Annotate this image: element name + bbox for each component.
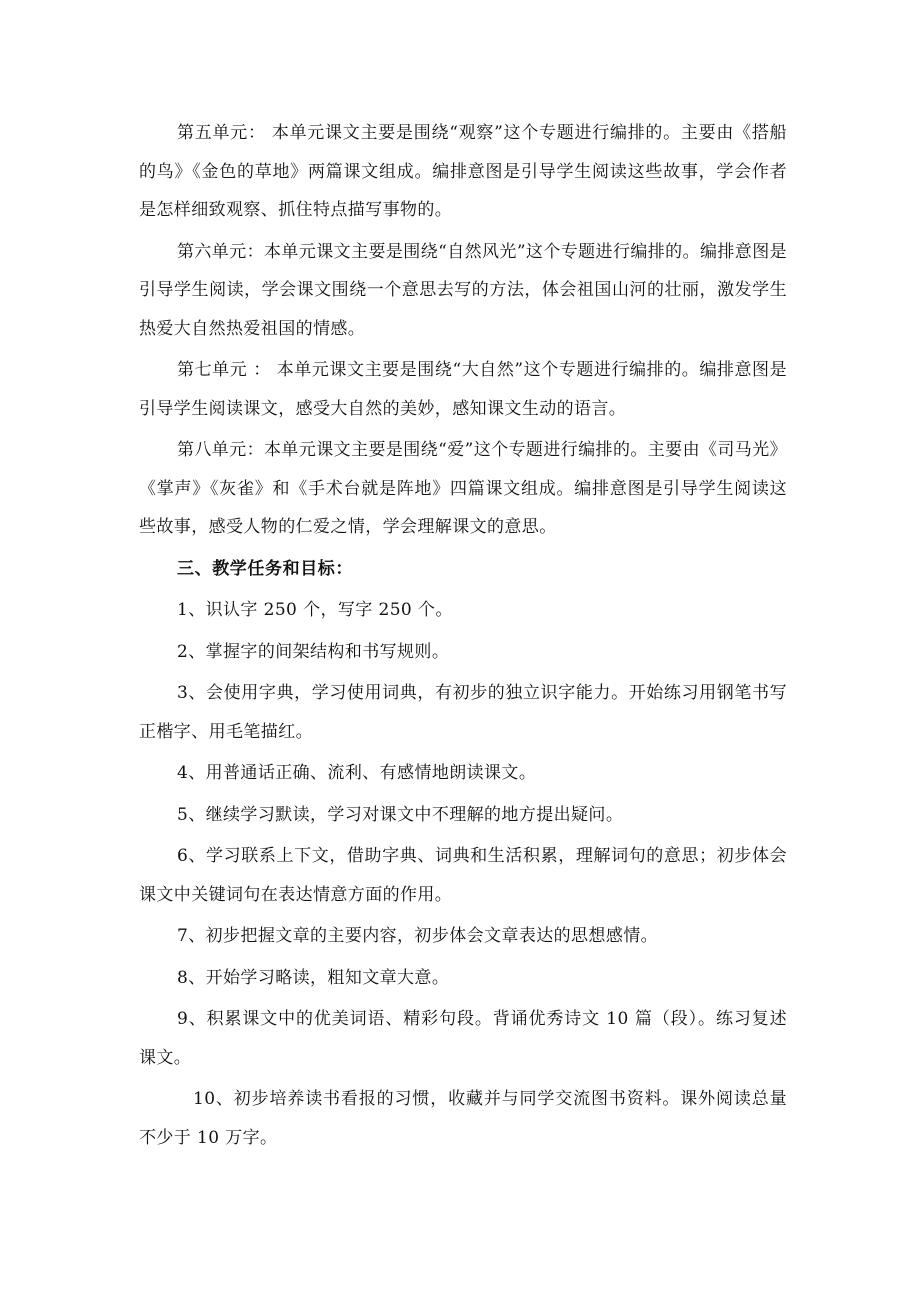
unit-6-paragraph: 第六单元：本单元课文主要是围绕“自然风光”这个专题进行编排的。编排意图是引导学生阅读，学会课文围绕一个意思去写的方法，体会祖国山河的壮丽，激发学生热爱大自然热爱祖国的情感。 <box>139 241 787 339</box>
goal-item-3: 3、会使用字典，学习使用词典，有初步的独立识字能力。开始练习用钢笔书写正楷字、用毛笔描红。 <box>139 683 787 742</box>
goal-item-8: 8、开始学习略读，粗知文章大意。 <box>177 967 450 988</box>
goal-item-9: 9、积累课文中的优美词语、精彩句段。背诵优秀诗文 10 篇（段）。练习复述课文。 <box>139 1009 787 1068</box>
unit-8-paragraph: 第八单元：本单元课文主要是围绕“爱”这个专题进行编排的。主要由《司马光》《掌声》《灰雀》和《手术台就是阵地》四篇课文组成。编排意图是引导学生阅读这些故事，感受人物的仁爱之情，学会理解课文的意思。 <box>139 440 787 537</box>
goal-item-7: 7、初步把握文章的主要内容，初步体会文章表达的思想感情。 <box>177 926 659 946</box>
section-heading: 三、教学任务和目标： <box>177 558 353 579</box>
goal-item-10: 10、初步培养读书看报的习惯，收藏并与同学交流图书资料。课外阅读总量不少于 10 万字。 <box>139 1089 787 1148</box>
goal-item-2: 2、掌握字的间架结构和书写规则。 <box>177 641 450 662</box>
goal-item-5: 5、继续学习默读，学习对课文中不理解的地方提出疑问。 <box>177 804 624 825</box>
goal-item-6: 6、学习联系上下文，借助字典、词典和生活积累，理解词句的意思；初步体会课文中关键词句在表达情意方面的作用。 <box>139 846 787 905</box>
document-body <box>139 114 787 1160</box>
goal-item-1: 1、识认字 250 个，写字 250 个。 <box>177 600 453 620</box>
goal-item-4: 4、用普通话正确、流利、有感情地朗读课文。 <box>177 763 537 783</box>
unit-5-paragraph: 第五单元： 本单元课文主要是围绕“观察”这个专题进行编排的。主要由《搭船的鸟》《金色的草地》两篇课文组成。编排意图是引导学生阅读这些故事，学会作者是怎样细致观察、抓住特点描写事物的。 <box>139 123 787 220</box>
unit-7-paragraph: 第七单元 ： 本单元课文主要是围绕“大自然”这个专题进行编排的。编排意图是引导学生阅读课文，感受大自然的美妙，感知课文生动的语言。 <box>139 360 787 419</box>
